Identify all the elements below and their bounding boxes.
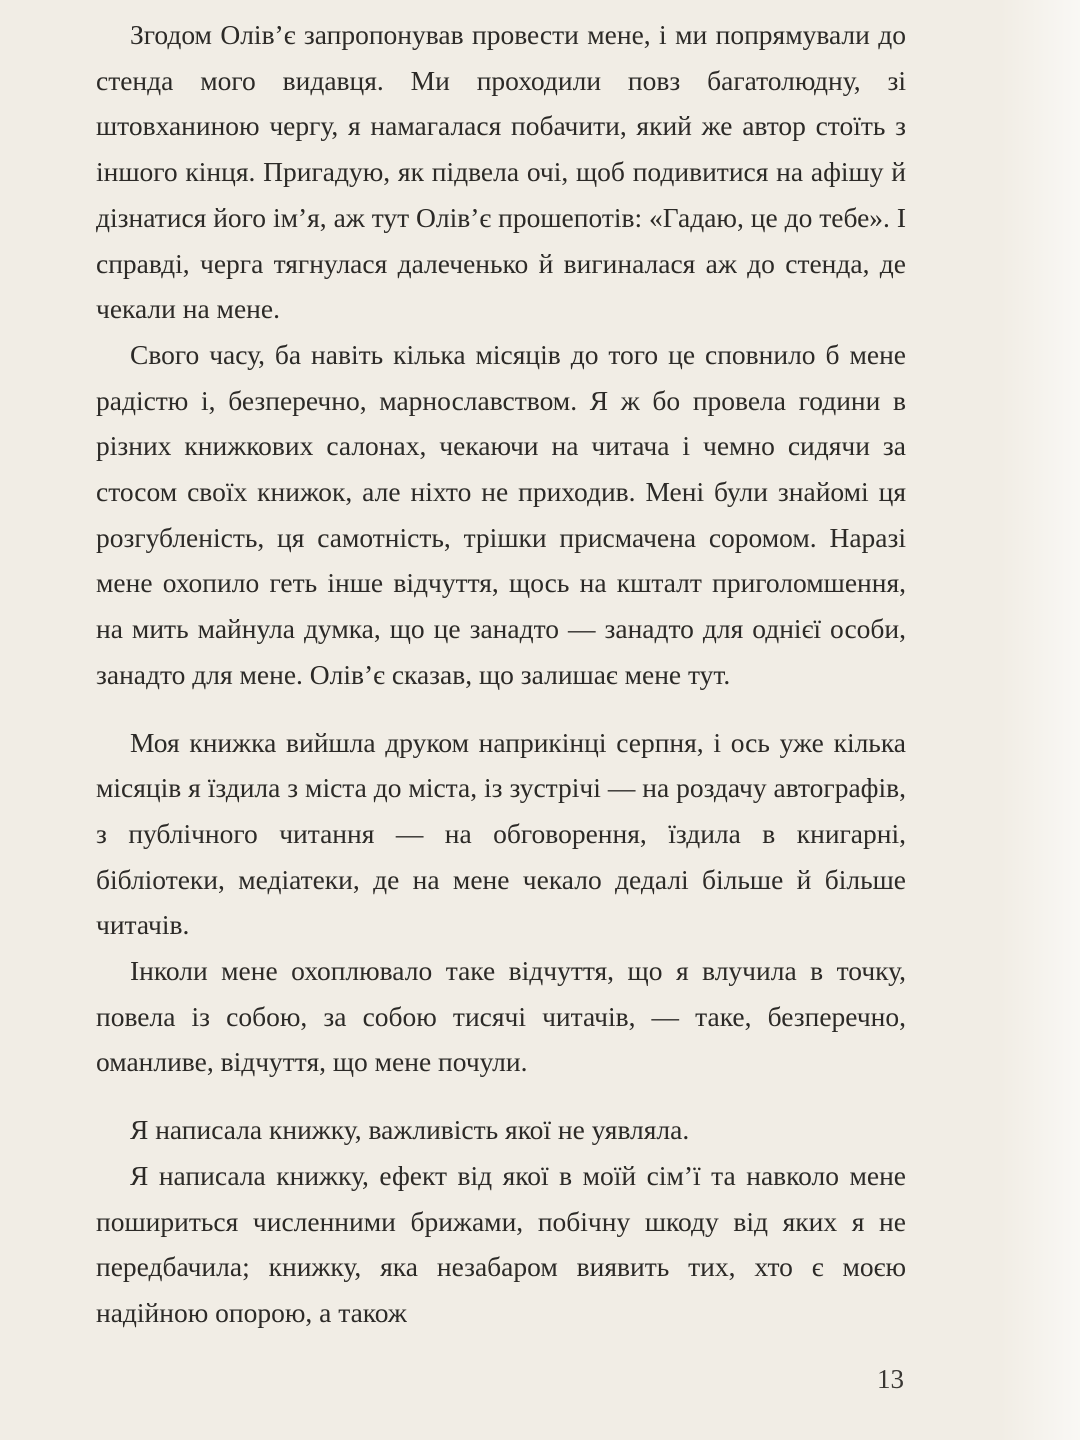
paragraph: Свого часу, ба навіть кілька місяців до того це сповнило б мене радістю і, безперечно, марнославством. Я ж бо провела години в різних книжкових салонах, чекаючи на читача і чемно сидячи за стосом своїх книжок, але ніхто не приходив. Мені були знайомі ця розгубленість, ця самотність, трішки присмачена соромом. Наразі мене охопило геть інше відчуття, щось на кшталт приголомшення, на мить майнула думка, що це занадто — занадто для однієї особи, занадто для мене. Олів’є сказав, що залишає мене тут. <box>96 338 906 690</box>
paragraph: Згодом Олів’є запропонував провести мене, і ми попрямували до стенда мого видавця. Ми проходили повз багатолюдну, зі штовханиною чергу, я намагалася побачити, який же автор стоїть з іншого кінця. Пригадую, як підвела очі, щоб подивитися на афішу й дізнатися його ім’я, аж тут Олів’є прошепотів: «Гадаю, це до тебе». І справді, черга тягнулася далеченько й вигиналася аж до стенда, де чекали на мене. <box>96 19 906 325</box>
paragraph: Я написала книжку, важливість якої не уявляла. <box>130 1114 690 1146</box>
body-text <box>96 12 906 1336</box>
paragraph: Моя книжка вийшла друком наприкінці серпня, і ось уже кілька місяців я їздила з міста до міста, із зустрічі — на роздачу автографів, з публічного читання — на обговорення, їздила в книгарні, бібліотеки, медіатеки, де на мене чекало дедалі більше й більше читачів. <box>96 726 906 941</box>
page-number: 13 <box>877 1364 904 1394</box>
paragraph: Інколи мене охоплювало таке відчуття, що я влучила в точку, повела із собою, за собою тисячі читачів, — таке, безперечно, оманливе, відчуття, що мене почули. <box>96 955 906 1078</box>
paragraph: Я написала книжку, ефект від якої в моїй сім’ї та навколо мене пошириться численними брижами, побічну шкоду від яких я не передбачила; книжку, яка незабаром виявить тих, хто є моєю надійною опорою, а також <box>96 1159 906 1328</box>
